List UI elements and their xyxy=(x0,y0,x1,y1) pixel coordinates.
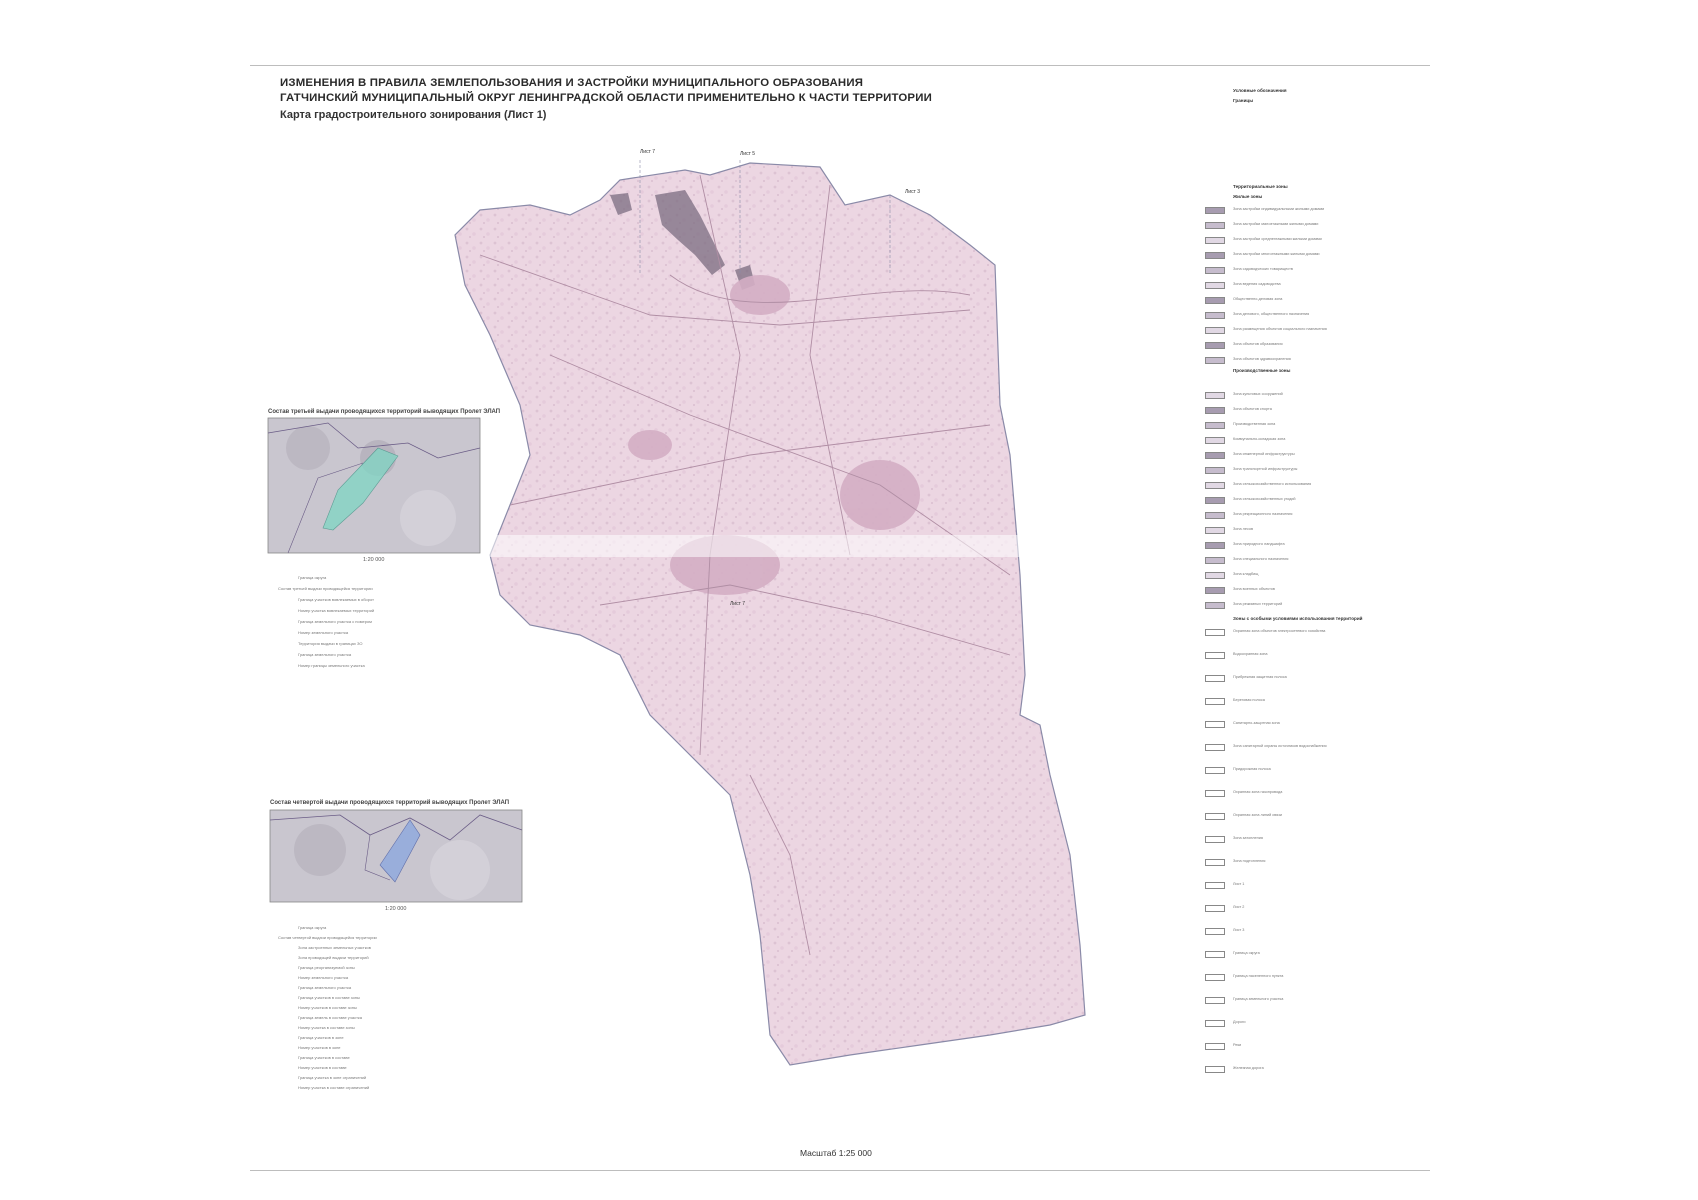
legend-swatch xyxy=(1205,467,1225,474)
legend-zone-row xyxy=(1205,311,1420,321)
legend-label: Охранная зона линий связи xyxy=(1233,813,1283,817)
legend-zone-row xyxy=(1205,571,1420,581)
legend-label: Зона застройки среднеэтажными жилыми домами xyxy=(1233,237,1322,241)
legend-swatch xyxy=(1205,357,1225,364)
legend-zone-row xyxy=(1205,236,1420,246)
legend-label: Лист 3 xyxy=(1233,928,1245,932)
legend-restriction-rows xyxy=(1205,628,1420,1128)
legend-swatch xyxy=(1205,422,1225,429)
legend-restriction-row xyxy=(1205,904,1420,914)
legend-label: Зона объектов здравоохранения xyxy=(1233,357,1291,361)
legend-label: Граница округа xyxy=(1233,951,1260,955)
inset2-legend-12: Граница участков в зоне xyxy=(298,1035,344,1040)
legend-zone-row xyxy=(1205,406,1420,416)
legend-restriction-row xyxy=(1205,1019,1420,1029)
legend-restriction-row xyxy=(1205,950,1420,960)
legend-swatch xyxy=(1205,252,1225,259)
inset1-legend-5: Граница земельного участка с номером xyxy=(298,619,372,624)
legend-zone-row xyxy=(1205,496,1420,506)
legend-label: Зона природного ландшафта xyxy=(1233,542,1285,546)
inset2-legend-8: Граница участков в составе зоны xyxy=(298,995,360,1000)
legend-swatch xyxy=(1205,482,1225,489)
legend-swatch xyxy=(1205,392,1225,399)
legend-swatch xyxy=(1205,1043,1225,1050)
inset1-legend-1: Граница округа xyxy=(298,575,327,580)
inset1-legend-7: Территория выдачи в границах ЗО xyxy=(298,641,363,646)
inset2-legend-13: Номер участков в зоне xyxy=(298,1045,341,1050)
title-line-1: ИЗМЕНЕНИЯ В ПРАВИЛА ЗЕМЛЕПОЛЬЗОВАНИЯ И ЗАСТРОЙКИ МУНИЦИПАЛЬНОГО ОБРАЗОВАНИЯ xyxy=(280,77,864,89)
inset2-legend-15: Номер участков в составе xyxy=(298,1065,347,1070)
legend-restriction-row xyxy=(1205,881,1420,891)
inset1-legend-3: Граница участков вовлекаемых в оборот xyxy=(298,597,374,602)
sheet-label-4: Лист 7 xyxy=(730,601,746,607)
legend-zone-row xyxy=(1205,296,1420,306)
legend-restriction-row xyxy=(1205,996,1420,1006)
legend-restriction-row xyxy=(1205,973,1420,983)
inset2-legend-5: Граница реорганизуемой зоны xyxy=(298,965,355,970)
legend-swatch xyxy=(1205,327,1225,334)
legend-zone-row xyxy=(1205,436,1420,446)
legend-label: Зона кладбищ xyxy=(1233,572,1259,576)
legend-swatch xyxy=(1205,407,1225,414)
legend-label: Общественно-деловая зона xyxy=(1233,297,1283,301)
legend-zone-row xyxy=(1205,526,1420,536)
legend-label: Реки xyxy=(1233,1043,1242,1047)
legend-restriction-row xyxy=(1205,674,1420,684)
legend-label: Зона застройки многоэтажными жилыми домами xyxy=(1233,252,1320,256)
legend-restriction-row xyxy=(1205,812,1420,822)
legend-restriction-row xyxy=(1205,697,1420,707)
inset2-legend xyxy=(270,925,510,1095)
legend-label: Зона объектов образования xyxy=(1233,342,1283,346)
legend-label: Лист 1 xyxy=(1233,882,1245,886)
legend-swatch xyxy=(1205,629,1225,636)
legend-label: Санитарно-защитная зона xyxy=(1233,721,1280,725)
legend-swatch xyxy=(1205,342,1225,349)
legend-swatch xyxy=(1205,497,1225,504)
legend-swatch xyxy=(1205,882,1225,889)
legend-swatch xyxy=(1205,675,1225,682)
legend-zone-row xyxy=(1205,281,1420,291)
sheet-label-1: Лист 7 xyxy=(640,149,656,155)
legend-swatch xyxy=(1205,1066,1225,1073)
legend-swatch xyxy=(1205,813,1225,820)
inset2-scale: 1:20 000 xyxy=(385,906,407,912)
legend-swatch xyxy=(1205,437,1225,444)
legend-label: Дороги xyxy=(1233,1020,1246,1024)
title-block xyxy=(280,76,932,106)
legend-zone-row xyxy=(1205,356,1420,366)
legend-label: Придорожная полоса xyxy=(1233,767,1271,771)
legend-swatch xyxy=(1205,744,1225,751)
inset2-legend-3: Зона застроенных земельных участков xyxy=(298,945,371,950)
legend-swatch xyxy=(1205,587,1225,594)
legend-swatch xyxy=(1205,282,1225,289)
legend-zone-row xyxy=(1205,586,1420,596)
inset2-caption: Состав четвертой выдачи проводящихся территорий выводящих Пролет ЭЛАП xyxy=(270,800,510,806)
inset2-legend-2: Состав четвертой выдачи проводящейся территории xyxy=(278,935,377,940)
inset2-legend-4: Зона проводящей выдачи территорий xyxy=(298,955,369,960)
main-map[interactable] xyxy=(450,149,1130,1085)
legend-zone-row xyxy=(1205,601,1420,611)
legend-label: Зона подтопления xyxy=(1233,859,1266,863)
legend-label: Коммунально-складская зона xyxy=(1233,437,1286,441)
legend-swatch xyxy=(1205,542,1225,549)
legend-swatch xyxy=(1205,572,1225,579)
legend-swatch xyxy=(1205,207,1225,214)
legend-swatch xyxy=(1205,237,1225,244)
sheet-bottom-border xyxy=(250,1170,1430,1171)
legend-zone-row xyxy=(1205,451,1420,461)
legend-restriction-row xyxy=(1205,743,1420,753)
legend-label: Зона сельскохозяйственного использования xyxy=(1233,482,1312,486)
legend-label: Охранная зона газопровода xyxy=(1233,790,1283,794)
legend-label: Зона затопления xyxy=(1233,836,1263,840)
inset1-legend-4: Номер участка вовлекаемых территорий xyxy=(298,608,375,613)
legend-zone-row xyxy=(1205,511,1420,521)
legend-swatch xyxy=(1205,790,1225,797)
inset1-legend-2: Состав третьей выдачи проводящейся территории xyxy=(278,586,373,591)
legend-zone-row xyxy=(1205,341,1420,351)
legend-swatch xyxy=(1205,905,1225,912)
legend-zone-row xyxy=(1205,326,1420,336)
legend-swatch xyxy=(1205,267,1225,274)
legend-swatch xyxy=(1205,997,1225,1004)
legend-zone-row xyxy=(1205,391,1420,401)
legend-section-borders: Границы xyxy=(1233,98,1254,103)
inset2-legend-14: Граница участков в составе xyxy=(298,1055,350,1060)
legend-swatch xyxy=(1205,721,1225,728)
legend-label: Граница земельного участка xyxy=(1233,997,1284,1001)
legend-label: Зона ведения садоводства xyxy=(1233,282,1281,286)
legend-section-production: Производственные зоны xyxy=(1233,368,1291,373)
legend-label: Зона сельскохозяйственных угодий xyxy=(1233,497,1296,501)
legend-swatch xyxy=(1205,951,1225,958)
legend-swatch xyxy=(1205,452,1225,459)
inset1-legend-6: Номер земельного участка xyxy=(298,630,349,635)
inset2-legend-10: Граница земель в составе участка xyxy=(298,1015,362,1020)
legend-section-zones: Территориальные зоны xyxy=(1233,184,1288,189)
legend-label: Зона садоводческих товариществ xyxy=(1233,267,1293,271)
legend-restriction-row xyxy=(1205,835,1420,845)
inset2-legend-17: Номер участка в составе ограничений xyxy=(298,1085,370,1090)
inset2-legend-6: Номер земельного участка xyxy=(298,975,349,980)
legend-zone-row xyxy=(1205,221,1420,231)
legend-label: Береговая полоса xyxy=(1233,698,1265,702)
inset1-legend xyxy=(270,575,490,685)
legend-zone-rows xyxy=(1205,206,1420,686)
legend-swatch xyxy=(1205,652,1225,659)
legend-label: Зона транспортной инфраструктуры xyxy=(1233,467,1298,471)
title-line-2: ГАТЧИНСКИЙ МУНИЦИПАЛЬНЫЙ ОКРУГ ЛЕНИНГРАДСКОЙ ОБЛАСТИ ПРИМЕНИТЕЛЬНО К ЧАСТИ ТЕРРИТОРИИ xyxy=(280,92,933,104)
legend-swatch xyxy=(1205,512,1225,519)
legend-label: Производственная зона xyxy=(1233,422,1276,426)
legend-label: Лист 2 xyxy=(1233,905,1245,909)
legend-label: Зона делового, общественного назначения xyxy=(1233,312,1310,316)
map-legend xyxy=(1205,88,1420,1138)
legend-label: Зона военных объектов xyxy=(1233,587,1275,591)
legend-title: Условные обозначения xyxy=(1233,88,1287,93)
legend-restriction-row xyxy=(1205,927,1420,937)
legend-label: Зона лесов xyxy=(1233,527,1254,531)
legend-label: Зона размещения объектов социального назначения xyxy=(1233,327,1327,331)
legend-section-restrictions: Зоны с особыми условиями использования территорий xyxy=(1233,616,1363,621)
legend-label: Зона режимных территорий xyxy=(1233,602,1283,606)
legend-swatch xyxy=(1205,602,1225,609)
inset2-legend-1: Граница округа xyxy=(298,925,327,930)
scan-band xyxy=(450,535,1130,557)
legend-restriction-row xyxy=(1205,789,1420,799)
legend-swatch xyxy=(1205,928,1225,935)
legend-label: Граница населенного пункта xyxy=(1233,974,1284,978)
map-subtitle: Карта градостроительного зонирования (Лист 1) xyxy=(280,109,547,121)
legend-label: Зона санитарной охраны источников водоснабжения xyxy=(1233,744,1327,748)
legend-zone-row xyxy=(1205,481,1420,491)
legend-zone-row xyxy=(1205,266,1420,276)
inset1-map[interactable] xyxy=(268,418,480,553)
legend-label: Прибрежная защитная полоса xyxy=(1233,675,1287,679)
legend-label: Зона рекреационного назначения xyxy=(1233,512,1293,516)
legend-zone-row xyxy=(1205,541,1420,551)
sheet-label-2: Лист 5 xyxy=(740,151,756,157)
legend-label: Железная дорога xyxy=(1233,1066,1264,1070)
scale-label: Масштаб 1:25 000 xyxy=(800,1148,872,1158)
legend-label: Зона застройки малоэтажными жилыми домами xyxy=(1233,222,1319,226)
legend-restriction-row xyxy=(1205,651,1420,661)
legend-zone-row xyxy=(1205,251,1420,261)
legend-swatch xyxy=(1205,698,1225,705)
sheet-label-3: Лист 3 xyxy=(905,189,921,195)
inset1-legend-9: Номер границы земельного участка xyxy=(298,663,365,668)
legend-swatch xyxy=(1205,527,1225,534)
legend-swatch xyxy=(1205,1020,1225,1027)
legend-restriction-row xyxy=(1205,858,1420,868)
legend-swatch xyxy=(1205,974,1225,981)
sheet-top-border xyxy=(250,65,1430,66)
legend-zone-row xyxy=(1205,421,1420,431)
legend-restriction-row xyxy=(1205,766,1420,776)
legend-swatch xyxy=(1205,836,1225,843)
legend-swatch xyxy=(1205,859,1225,866)
legend-swatch xyxy=(1205,297,1225,304)
legend-zone-row xyxy=(1205,206,1420,216)
legend-label: Зона специального назначения xyxy=(1233,557,1289,561)
legend-label: Охранная зона объектов электросетевого хозяйства xyxy=(1233,629,1326,633)
inset2-legend-11: Номер участка в составе зоны xyxy=(298,1025,355,1030)
legend-swatch xyxy=(1205,557,1225,564)
legend-restriction-row xyxy=(1205,720,1420,730)
legend-swatch xyxy=(1205,312,1225,319)
legend-zone-row xyxy=(1205,466,1420,476)
legend-zone-row xyxy=(1205,556,1420,566)
legend-swatch xyxy=(1205,767,1225,774)
inset2-legend-7: Граница земельного участка xyxy=(298,985,352,990)
legend-label: Зона культовых сооружений xyxy=(1233,392,1283,396)
legend-label: Водоохранная зона xyxy=(1233,652,1268,656)
legend-section-residential: Жилые зоны xyxy=(1233,194,1263,199)
legend-label: Зона застройки индивидуальными жилыми домами xyxy=(1233,207,1325,211)
legend-swatch xyxy=(1205,222,1225,229)
legend-label: Зона инженерной инфраструктуры xyxy=(1233,452,1295,456)
legend-restriction-row xyxy=(1205,1065,1420,1075)
inset1-caption: Состав третьей выдачи проводящихся территорий выводящих Пролет ЭЛАП xyxy=(268,409,501,415)
inset2-map[interactable] xyxy=(270,810,522,902)
inset1-legend-8: Граница земельного участка xyxy=(298,652,352,657)
inset2-legend-9: Номер участков в составе зоны xyxy=(298,1005,357,1010)
inset1-scale: 1:20 000 xyxy=(363,557,385,563)
legend-label: Зона объектов спорта xyxy=(1233,407,1272,411)
legend-restriction-row xyxy=(1205,1042,1420,1052)
inset2-legend-16: Граница участка в зоне ограничений xyxy=(298,1075,367,1080)
legend-restriction-row xyxy=(1205,628,1420,638)
